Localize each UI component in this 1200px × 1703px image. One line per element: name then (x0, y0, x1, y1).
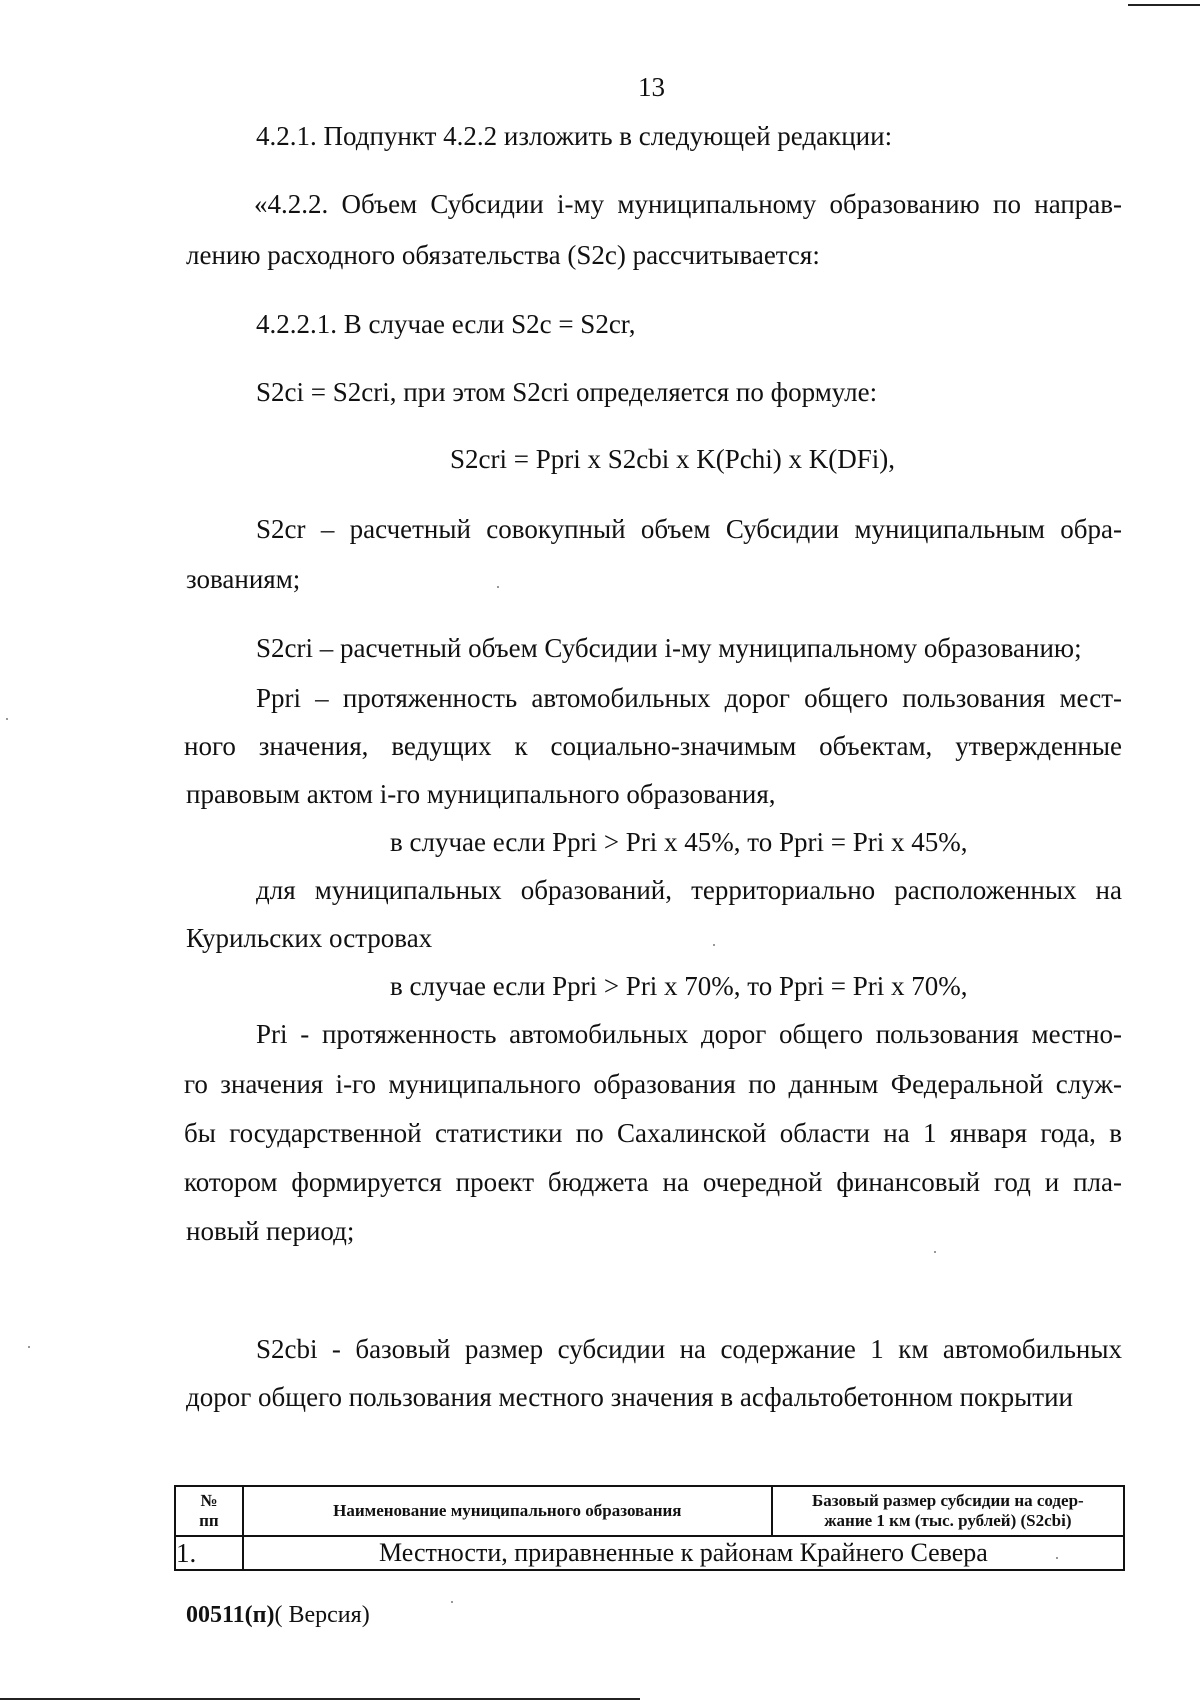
scan-speck (934, 1251, 936, 1253)
definition-s2cbi-line-2: дорог общего пользования местного значения в асфальтобетонном покрытии (186, 1382, 1073, 1412)
table-header-row (175, 1486, 1124, 1536)
formula-s2cri: S2cri = Ppri x S2cbi x K(Pchi) x K(DFi), (450, 444, 895, 474)
header-base-subsidy-line-2: жание 1 км (тыс. рублей) (S2cbi) (824, 1511, 1072, 1530)
header-base-subsidy-line-1: Базовый размер субсидии на содер- (812, 1491, 1084, 1510)
header-number-line-1: № (200, 1491, 218, 1510)
condition-70-percent: в случае если Ppri > Pri x 70%, то Ppri = Pri x 70%, (390, 971, 968, 1001)
paragraph-s2ci: S2ci = S2cri, при этом S2cri определяется по формуле: (256, 377, 878, 407)
paragraph-4-2-1: 4.2.1. Подпункт 4.2.2 изложить в следующей редакции: (256, 121, 893, 151)
condition-45-percent: в случае если Ppri > Pri x 45%, то Ppri = Pri x 45%, (390, 827, 968, 857)
table-row (175, 1536, 1124, 1570)
header-number (175, 1486, 243, 1536)
row-number: 1. (175, 1536, 243, 1570)
scan-speck (6, 718, 8, 720)
scan-speck (451, 1601, 453, 1603)
header-municipality-name: Наименование муниципального образования (243, 1486, 772, 1536)
page-number: 13 (638, 72, 665, 102)
kuril-islands-line-1: для муниципальных образований, территориально расположенных на (256, 875, 1122, 905)
definition-pri-line-3: бы государственной статистики по Сахалинской области на 1 января года, в (184, 1118, 1122, 1148)
definition-ppri-line-3: правовым актом i-го муниципального образования, (186, 779, 776, 809)
top-edge-line (1128, 4, 1200, 6)
row-section-title: Местности, приравненные к районам Крайнего Севера (243, 1536, 1124, 1570)
scan-speck (1056, 1557, 1058, 1559)
definition-pri-line-5: новый период; (186, 1216, 355, 1246)
scan-speck (497, 586, 499, 588)
header-base-subsidy (772, 1486, 1124, 1536)
paragraph-4-2-2-line-2: лению расходного обязательства (S2c) рассчитывается: (186, 240, 820, 270)
bottom-edge-line (0, 1698, 640, 1700)
definition-s2cbi-line-1: S2cbi - базовый размер субсидии на содержание 1 км автомобильных (256, 1334, 1122, 1364)
definition-s2cri: S2cri – расчетный объем Субсидии i-му муниципальному образованию; (256, 633, 1082, 663)
definition-pri-line-4: котором формируется проект бюджета на очередной финансовый год и пла- (184, 1167, 1122, 1197)
scan-speck (713, 944, 715, 946)
document-code-number: 00511(п) (186, 1602, 275, 1628)
kuril-islands-line-2: Курильских островах (186, 923, 433, 953)
definition-ppri-line-2: ного значения, ведущих к социально-значимым объектам, утвержденные (184, 731, 1122, 761)
document-code (186, 1602, 370, 1629)
definition-s2cr-line-1: S2cr – расчетный совокупный объем Субсидии муниципальным обра- (256, 514, 1122, 544)
definition-pri-line-2: го значения i-го муниципального образования по данным Федеральной служ- (184, 1069, 1122, 1099)
definition-pri-line-1: Pri - протяженность автомобильных дорог общего пользования местно- (256, 1019, 1122, 1049)
paragraph-4-2-2-line-1: «4.2.2. Объем Субсидии i-му муниципальному образованию по направ- (254, 189, 1122, 219)
document-version: ( Версия) (274, 1602, 370, 1628)
scan-speck (28, 1346, 30, 1348)
definition-ppri-line-1: Ppri – протяженность автомобильных дорог общего пользования мест- (256, 683, 1122, 713)
subsidy-table (174, 1485, 1125, 1571)
header-number-line-2: пп (199, 1511, 219, 1530)
paragraph-4-2-2-1: 4.2.2.1. В случае если S2c = S2cr, (256, 309, 636, 339)
definition-s2cr-line-2: зованиям; (186, 564, 301, 594)
